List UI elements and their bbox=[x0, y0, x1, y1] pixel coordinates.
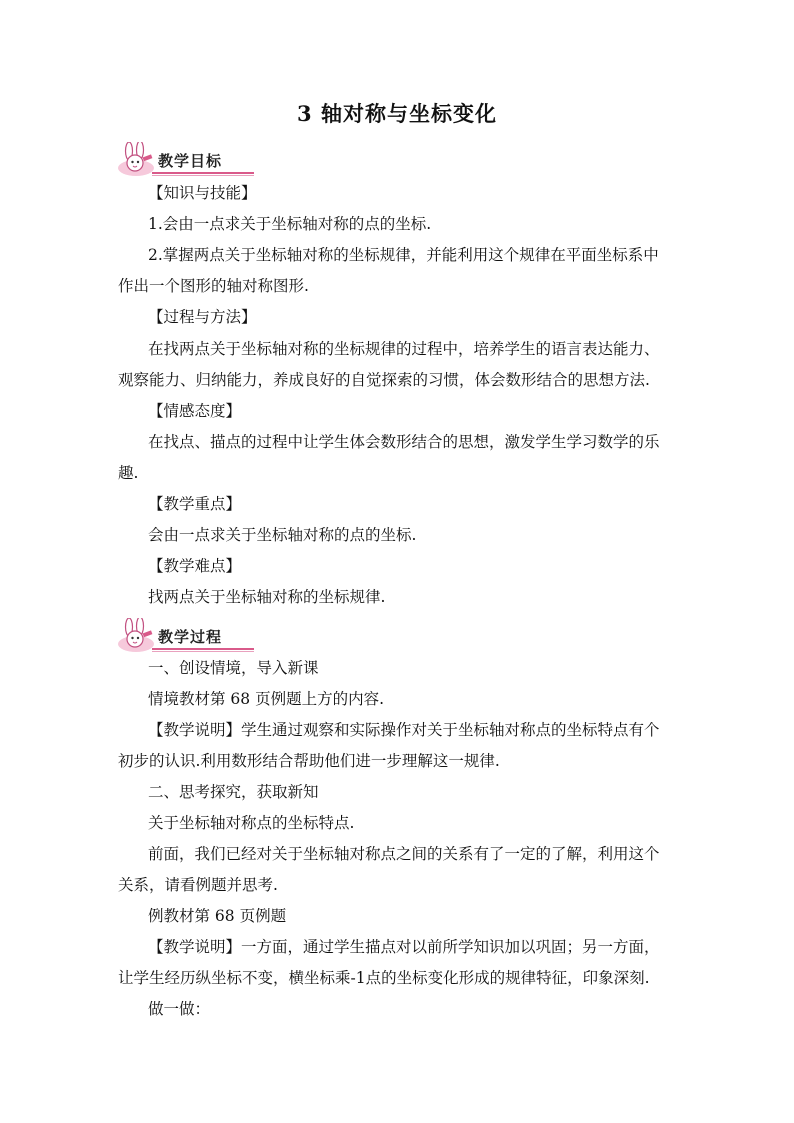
rabbit-mascot-icon bbox=[116, 618, 156, 654]
section-header-teaching-goals bbox=[116, 142, 256, 178]
subheading: 【教学难点】 bbox=[148, 557, 242, 575]
section-label: 教学过程 bbox=[158, 628, 223, 646]
paragraph-line: 在找点、描点的过程中让学生体会数形结合的思想，激发学生学习数学的乐 bbox=[148, 433, 660, 451]
divider bbox=[152, 651, 254, 652]
subheading: 【情感态度】 bbox=[148, 402, 242, 420]
paragraph-line: 做一做： bbox=[148, 1000, 211, 1018]
paragraph-line: 会由一点求关于坐标轴对称的点的坐标. bbox=[148, 526, 417, 544]
paragraph-line: 关于坐标轴对称点的坐标特点. bbox=[148, 814, 355, 832]
divider bbox=[152, 175, 254, 176]
paragraph-line: 前面，我们已经对关于坐标轴对称点之间的关系有了一定的了解，利用这个 bbox=[148, 845, 660, 863]
paragraph-line: 观察能力、归纳能力，养成良好的自觉探索的习惯，体会数形结合的思想方法. bbox=[118, 371, 650, 389]
paragraph-line: 关系，请看例题并思考. bbox=[118, 876, 278, 894]
paragraph-line: 【教学说明】学生通过观察和实际操作对关于坐标轴对称点的坐标特点有个 bbox=[148, 721, 660, 739]
paragraph-line: 1.会由一点求关于坐标轴对称的点的坐标. bbox=[148, 215, 432, 233]
rabbit-mascot-icon bbox=[116, 142, 156, 178]
paragraph-line: 例教材第 68 页例题 bbox=[148, 907, 287, 925]
paragraph-line: 作出一个图形的轴对称图形. bbox=[118, 277, 309, 295]
subheading: 【教学重点】 bbox=[148, 495, 242, 513]
paragraph-line: 2.掌握两点关于坐标轴对称的坐标规律，并能利用这个规律在平面坐标系中 bbox=[148, 246, 659, 264]
subheading: 二、思考探究，获取新知 bbox=[148, 783, 319, 801]
subheading: 【知识与技能】 bbox=[148, 184, 257, 202]
paragraph-line: 在找两点关于坐标轴对称的坐标规律的过程中，培养学生的语言表达能力、 bbox=[148, 340, 660, 358]
subheading: 一、创设情境，导入新课 bbox=[148, 659, 319, 677]
paragraph-line: 【教学说明】一方面，通过学生描点对以前所学知识加以巩固；另一方面， bbox=[148, 938, 660, 956]
section-label: 教学目标 bbox=[158, 152, 223, 170]
subheading: 【过程与方法】 bbox=[148, 308, 257, 326]
divider bbox=[152, 172, 254, 174]
paragraph-line: 让学生经历纵坐标不变，横坐标乘-1点的坐标变化形成的规律特征，印象深刻. bbox=[118, 969, 650, 987]
paragraph-line: 找两点关于坐标轴对称的坐标规律. bbox=[148, 588, 386, 606]
divider bbox=[152, 648, 254, 650]
paragraph-line: 情境教材第 68 页例题上方的内容. bbox=[148, 690, 385, 708]
paragraph-line: 初步的认识.利用数形结合帮助他们进一步理解这一规律. bbox=[118, 752, 500, 770]
page-title: 3 轴对称与坐标变化 bbox=[297, 101, 497, 126]
section-header-teaching-process bbox=[116, 618, 256, 654]
paragraph-line: 趣. bbox=[118, 464, 139, 482]
